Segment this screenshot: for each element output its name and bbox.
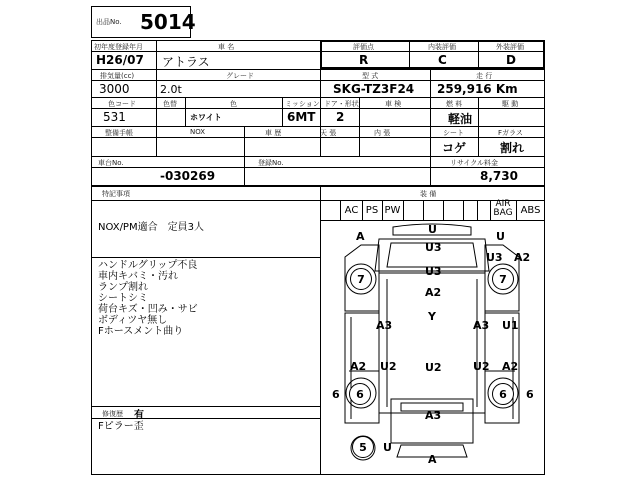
interior-value: C	[438, 53, 447, 67]
damage-mark: U2	[425, 361, 442, 374]
damage-mark: A	[428, 453, 437, 466]
repair-note: Fピラー歪	[98, 421, 144, 432]
damage-mark: U	[428, 223, 437, 236]
remark: 荷台キズ・凹み・サビ	[98, 304, 198, 315]
equip-pw: PW	[384, 205, 401, 216]
chassis-value: -030269	[160, 169, 216, 183]
remark: ランプ割れ	[98, 282, 148, 293]
color-code-value: 531	[103, 110, 126, 124]
damage-mark: A	[356, 230, 365, 243]
damage-mark-circle: 5	[352, 436, 374, 458]
damage-mark: A3	[376, 319, 393, 332]
lot-label: 出品No.	[96, 18, 122, 26]
damage-mark: A2	[425, 286, 442, 299]
damage-mark-circle: 7	[350, 268, 372, 290]
remark: 車内キバミ・汚れ	[98, 271, 178, 282]
repair-value: 有	[134, 410, 144, 421]
damage-mark: A2	[514, 251, 531, 264]
damage-mark: A2	[350, 360, 367, 373]
damage-mark: U	[383, 441, 392, 454]
equip-ps: PS	[365, 205, 379, 216]
glass-value: 割れ	[500, 141, 525, 155]
vehicle-diagram	[321, 221, 544, 474]
damage-mark-circle: 7	[492, 268, 514, 290]
damage-mark: A3	[473, 319, 490, 332]
damage-mark: Y	[428, 310, 436, 323]
color-value: ホワイト	[190, 113, 222, 122]
damage-mark-circle: 6	[349, 383, 371, 405]
special-note: NOX/PM適合 定員3人	[98, 222, 204, 233]
doors-value: 2	[336, 110, 345, 124]
recycle-value: 8,730	[480, 169, 518, 183]
damage-mark: 6	[526, 388, 534, 401]
grade-value: 2.0t	[160, 83, 182, 96]
displacement-value: 3000	[99, 82, 130, 96]
remark: Fホースメント曲り	[98, 326, 184, 337]
damage-mark: U3	[425, 265, 442, 278]
score-value: R	[359, 53, 369, 67]
lot-number: 5014	[140, 10, 196, 34]
fuel-value: 軽油	[448, 112, 473, 126]
damage-mark: 6	[332, 388, 340, 401]
damage-mark: U3	[486, 251, 503, 264]
registration-value: H26/07	[96, 53, 144, 67]
mileage-value: 259,916 Km	[437, 82, 518, 96]
damage-mark: U1	[502, 319, 519, 332]
damage-mark: U	[496, 230, 505, 243]
equip-airbag: AIR BAG	[493, 199, 513, 218]
damage-mark: U2	[380, 360, 397, 373]
damage-mark: A2	[502, 360, 519, 373]
remark: ボディツヤ無し	[98, 315, 168, 326]
equip-abs: ABS	[520, 205, 541, 216]
car-name-value: アトラス	[162, 55, 210, 69]
model-value: SKG-TZ3F24	[333, 82, 415, 96]
damage-mark: A3	[425, 409, 442, 422]
remark: シートシミ	[98, 293, 148, 304]
mission-value: 6MT	[287, 110, 316, 124]
damage-mark: U3	[425, 241, 442, 254]
equip-ac: AC	[344, 205, 359, 216]
damage-mark-circle: 6	[492, 383, 514, 405]
damage-mark: U2	[473, 360, 490, 373]
seat-value: コゲ	[442, 141, 467, 155]
remark: ハンドルグリップ不良	[98, 260, 198, 271]
exterior-value: D	[506, 53, 516, 67]
